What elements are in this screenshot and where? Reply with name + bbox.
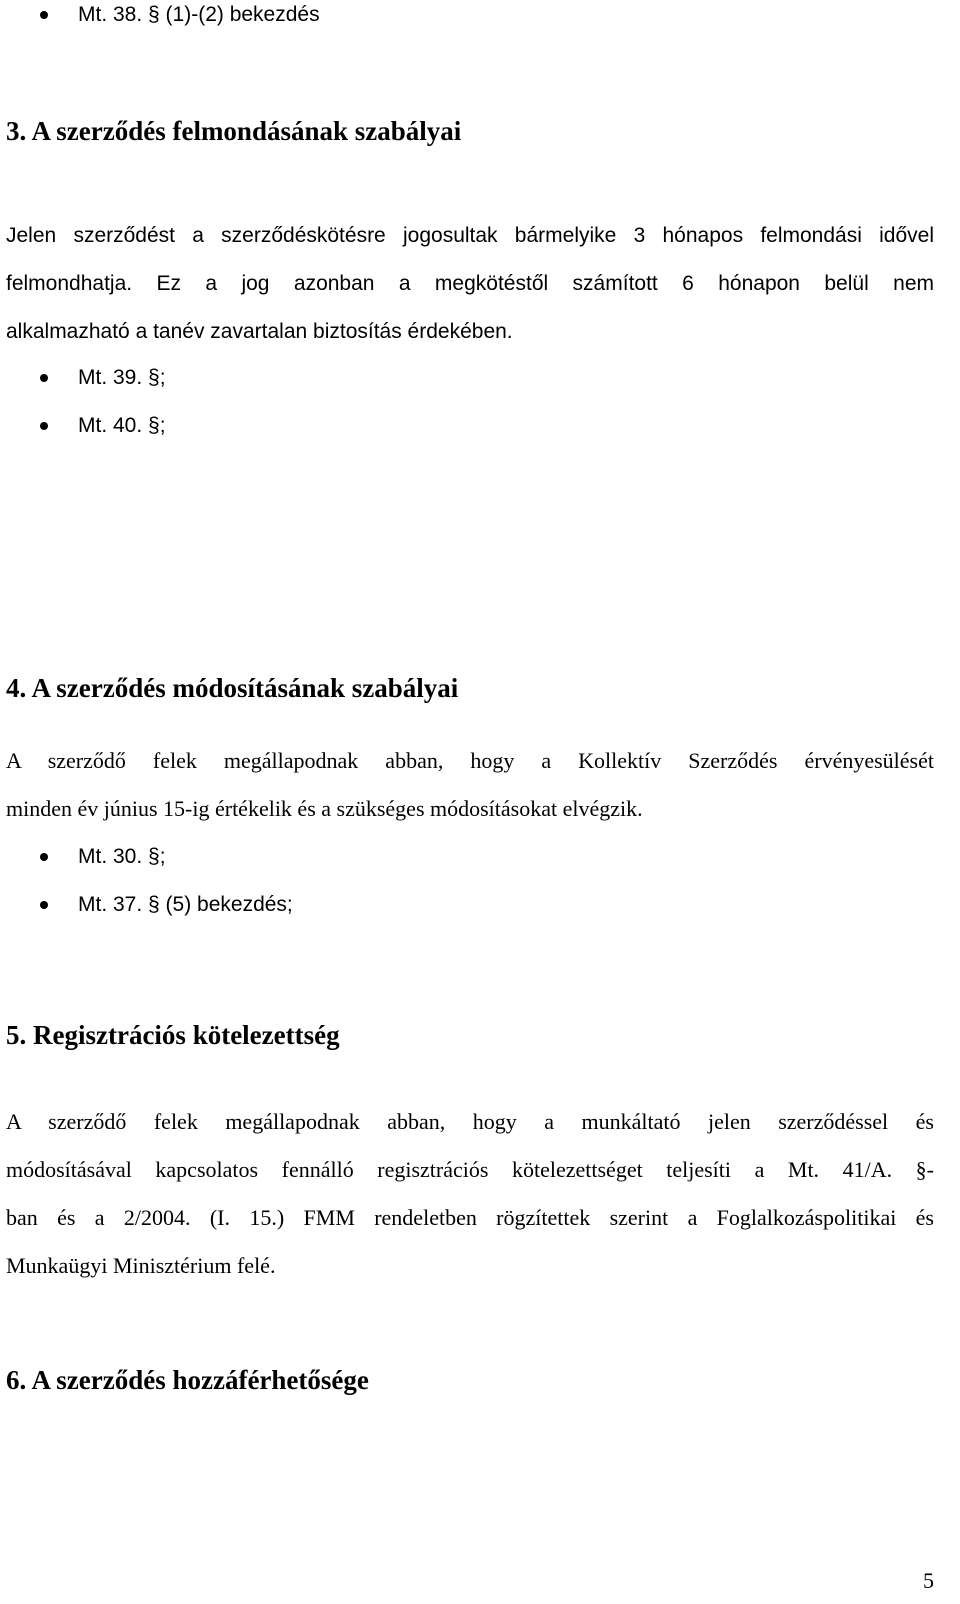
bullet-icon [40, 422, 48, 430]
paragraph-line: A szerződő felek megállapodnak abban, hogy a munkáltató jelen szerződéssel és [6, 1109, 934, 1134]
list-item [40, 842, 166, 872]
section-heading: 6. A szerződés hozzáférhetősége [6, 1365, 369, 1395]
paragraph [6, 1098, 934, 1290]
section-heading: 3. A szerződés felmondásának szabályai [6, 116, 462, 146]
bullet-icon [40, 853, 48, 861]
list-item [40, 0, 320, 30]
paragraph-line: A szerződő felek megállapodnak abban, hogy a Kollektív Szerződés érvényesülését [6, 748, 934, 773]
list-item-text: Mt. 37. § (5) bekezdés; [78, 893, 293, 916]
list-item-text: Mt. 40. §; [78, 414, 166, 437]
bullet-icon [40, 901, 48, 909]
page-number: 5 [923, 1568, 934, 1593]
list-item-text: Mt. 38. § (1)-(2) bekezdés [78, 3, 320, 26]
list-item-text: Mt. 30. §; [78, 845, 166, 868]
paragraph-line: Munkaügyi Minisztérium felé. [6, 1253, 276, 1278]
paragraph-line: módosításával kapcsolatos fennálló regisztrációs kötelezettséget teljesíti a Mt. 41/A. §- [6, 1157, 934, 1182]
paragraph-line: Jelen szerződést a szerződéskötésre jogosultak bármelyike 3 hónapos felmondási idővel [6, 224, 934, 247]
section-heading: 4. A szerződés módosításának szabályai [6, 673, 459, 703]
paragraph-line: ban és a 2/2004. (I. 15.) FMM rendeletben rögzítettek szerint a Foglalkozáspolitikai és [6, 1205, 934, 1230]
paragraph-line: minden év június 15-ig értékelik és a szükséges módosításokat elvégzik. [6, 796, 643, 821]
list-item [40, 890, 293, 920]
bullet-icon [40, 374, 48, 382]
list-item [40, 363, 166, 393]
paragraph-line: felmondhatja. Ez a jog azonban a megkötéstől számított 6 hónapon belül nem [6, 272, 934, 295]
bullet-icon [40, 11, 48, 19]
paragraph [6, 737, 934, 833]
section-heading: 5. Regisztrációs kötelezettség [6, 1020, 340, 1050]
list-item-text: Mt. 39. §; [78, 366, 166, 389]
paragraph-line: alkalmazható a tanév zavartalan biztosítás érdekében. [6, 320, 513, 343]
list-item [40, 411, 166, 441]
paragraph [6, 212, 934, 356]
